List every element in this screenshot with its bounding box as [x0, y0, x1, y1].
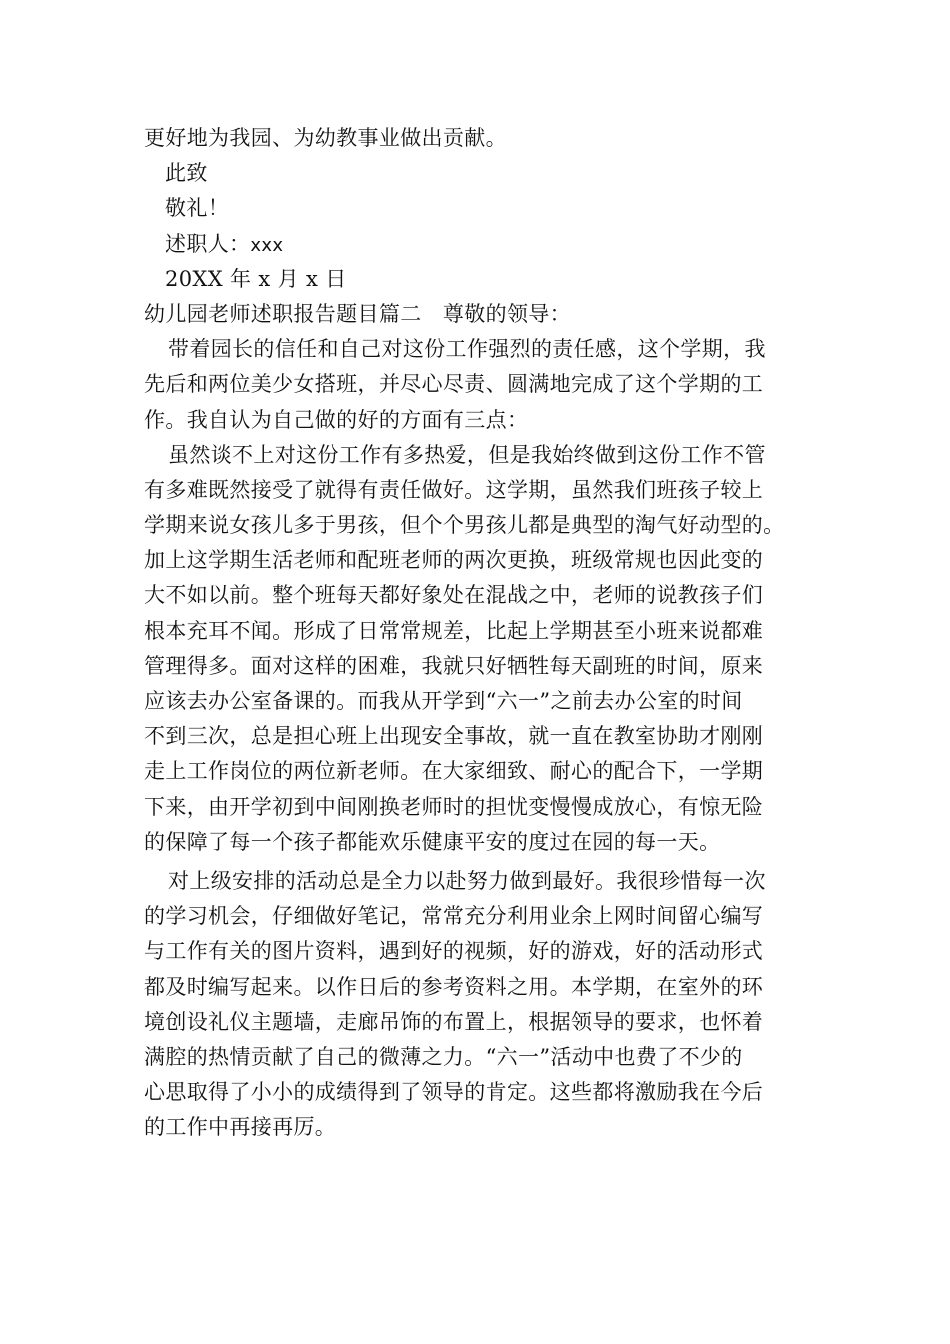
- paragraph-line: 不到三次，总是担心班上出现安全事故，就一直在教室协助才刚刚: [144, 724, 764, 749]
- paragraph-line: 境创设礼仪主题墙，走廊吊饰的布置上，根据领导的要求，也怀着: [144, 1009, 764, 1034]
- paragraph-line: 应该去办公室备课的。而我从开学到“六一”之前去办公室的时间: [144, 689, 743, 713]
- opening-line: 更好地为我园、为幼教事业做出贡献。: [144, 126, 507, 150]
- section-heading: 幼儿园老师述职报告题目篇二 尊敬的领导：: [144, 301, 571, 326]
- reporter-name: xxx: [250, 234, 284, 256]
- paragraph-2: [144, 438, 824, 860]
- paragraph-line: 大不如以前。整个班每天都好象处在混战之中，老师的说教孩子们: [144, 583, 764, 608]
- paragraph-line: 与工作有关的图片资料，遇到好的视频，好的游戏，好的活动形式: [144, 939, 764, 964]
- paragraph-line: 走上工作岗位的两位新老师。在大家细致、耐心的配合下，一学期: [144, 759, 764, 784]
- paragraph-line: 加上这学期生活老师和配班老师的两次更换，班级常规也因此变的: [144, 548, 764, 573]
- paragraph-line: 根本充耳不闻。形成了日常常规差，比起上学期甚至小班来说都难: [144, 618, 764, 643]
- paragraph-line: 的保障了每一个孩子都能欢乐健康平安的度过在园的每一天。: [144, 829, 721, 854]
- paragraph-line: 作。我自认为自己做的好的方面有三点：: [144, 407, 529, 432]
- paragraph-line: 的工作中再接再厉。: [144, 1115, 337, 1140]
- reporter-label: 述职人：: [165, 231, 251, 256]
- paragraph-line: 满腔的热情贡献了自己的微薄之力。“六一”活动中也费了不少的: [144, 1044, 743, 1069]
- report-date: 20XX 年 x 月 x 日: [165, 266, 347, 291]
- paragraph-line: 带着园长的信任和自己对这份工作强烈的责任感，这个学期，我: [168, 337, 766, 362]
- paragraph-line: 心思取得了小小的成绩得到了领导的肯定。这些都将激励我在今后: [144, 1080, 764, 1105]
- paragraph-1: [144, 332, 824, 438]
- paragraph-line: 虽然谈不上对这份工作有多热爱，但是我始终做到这份工作不管: [168, 442, 766, 467]
- paragraph-line: 管理得多。面对这样的困难，我就只好牺牲每天副班的时间，原来: [144, 653, 764, 678]
- paragraph-line: 的学习机会，仔细做好笔记，常常充分利用业余上网时间留心编写: [144, 904, 764, 929]
- paragraph-line: 有多难既然接受了就得有责任做好。这学期，虽然我们班孩子较上: [144, 477, 764, 502]
- salutation-jing-li: 敬礼！: [165, 196, 230, 221]
- document-body: [144, 121, 824, 1145]
- paragraph-3: [144, 864, 824, 1146]
- paragraph-line: 对上级安排的活动总是全力以赴努力做到最好。我很珍惜每一次: [168, 868, 766, 893]
- paragraph-line: 下来，由开学初到中间刚换老师时的担忧变慢慢成放心，有惊无险: [144, 794, 764, 819]
- reporter-line: [144, 227, 824, 262]
- paragraph-line: 都及时编写起来。以作日后的参考资料之用。本学期，在室外的环: [144, 974, 764, 999]
- salutation-ci-zhi: 此致: [165, 161, 208, 186]
- paragraph-line: 先后和两位美少女搭班，并尽心尽责、圆满地完成了这个学期的工: [144, 372, 764, 397]
- paragraph-line: 学期来说女孩儿多于男孩，但个个男孩儿都是典型的淘气好动型的。: [144, 513, 785, 538]
